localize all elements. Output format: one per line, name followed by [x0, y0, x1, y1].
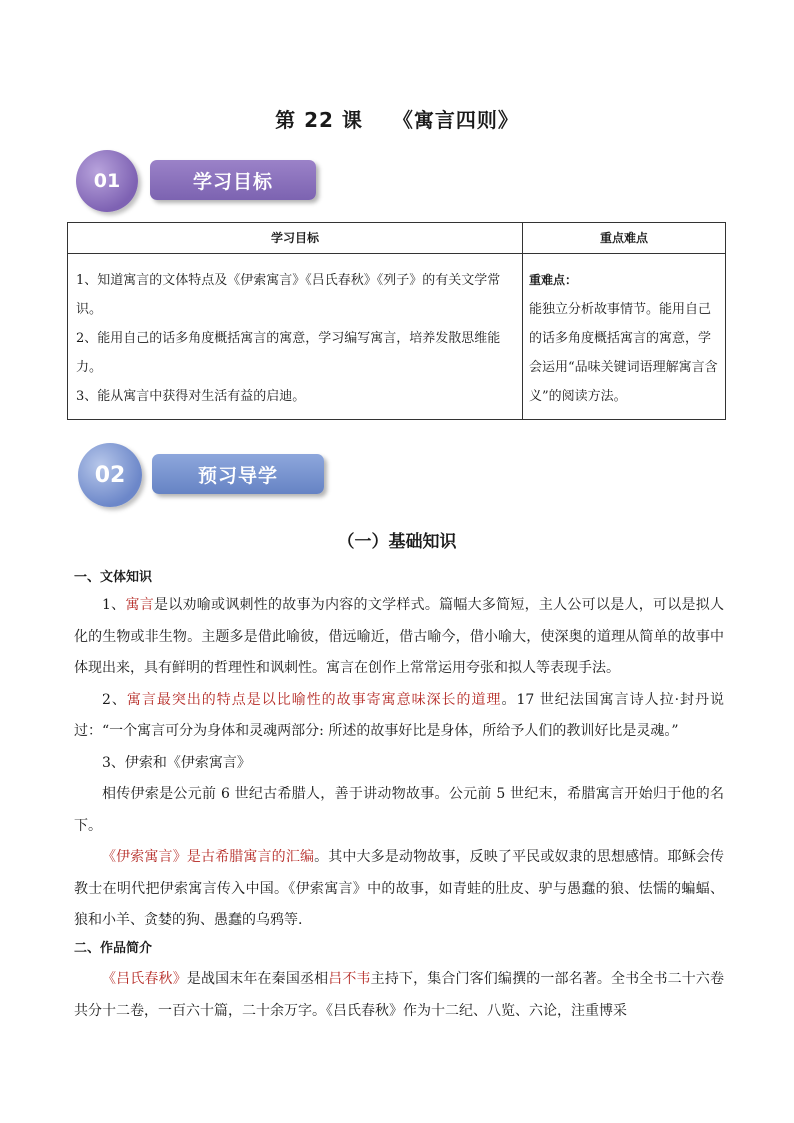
table-header-difficulty: 重点难点: [523, 223, 726, 254]
lesson-name: 《寓言四则》: [392, 108, 519, 132]
goal-item: 2、能用自己的话多角度概括寓言的寓意，学习编写寓言，培养发散思维能力。: [76, 331, 501, 375]
badge-label: 预习导学: [152, 454, 324, 494]
highlight: 寓言最突出的特点是以比喻性的故事寄寓意味深长的道理: [126, 691, 502, 708]
paragraph: 1、寓言是以劝喻或讽刺性的故事为内容的文学样式。篇幅大多简短，主人公可以是人，可以是拟人化的生物或非生物。主题多是借此喻彼，借远喻近，借古喻今，借小喻大，使深奥的道理从简单的故事中体现出来，具有鲜明的哲理性和讽刺性。寓言在创作上常常运用夸张和拟人等表现手法。: [74, 597, 724, 676]
section-badge-goals: [76, 150, 326, 212]
difficulty-text: 能独立分析故事情节。能用自己的话多角度概括寓言的寓意，学会运用“品味关键词语理解寓言含义”的阅读方法。: [529, 302, 718, 404]
section-heading: （一）基础知识: [337, 532, 457, 552]
genre-body: [74, 590, 724, 937]
difficulty-label: 重难点：: [529, 273, 578, 287]
goal-item: 3、能从寓言中获得对生活有益的启迪。: [76, 389, 306, 404]
paragraph: 《吕氏春秋》是战国末年在秦国丞相吕不韦主持下，集合门客们编撰的一部名著。全书全书二十六卷共分十二卷，一百六十篇，二十余万字。《吕氏春秋》作为十二纪、八览、六论，注重博采: [74, 971, 725, 1019]
paragraph: 2、寓言最突出的特点是以比喻性的故事寄寓意味深长的道理。17 世纪法国寓言诗人拉·封丹说过：“一个寓言可分为身体和灵魂两部分: 所述的故事好比是身体，所给予人们的教训好比是灵魂。”: [74, 691, 724, 739]
highlight: 《伊索寓言》是古希腊寓言的汇编: [102, 849, 315, 865]
badge-number: 01: [76, 150, 138, 212]
page-title: [0, 104, 794, 133]
heading-genre: 一、文体知识: [74, 570, 153, 585]
highlight: 寓言: [125, 597, 154, 613]
badge-number: 02: [78, 443, 142, 507]
paragraph: 相传伊索是公元前 6 世纪古希腊人，善于讲动物故事。公元前 5 世纪末，希腊寓言开始归于他的名下。: [74, 786, 724, 834]
paragraph: 3、伊索和《伊索寓言》: [102, 754, 251, 771]
highlight: 《吕氏春秋》: [102, 971, 187, 987]
lesson-number: 第 22 课: [275, 108, 363, 132]
badge-label: 学习目标: [150, 160, 316, 200]
difficulty-cell: [523, 254, 726, 420]
goals-cell: [68, 254, 523, 420]
heading-works: 二、作品简介: [74, 941, 153, 956]
works-body: [74, 964, 724, 1027]
highlight: 吕不韦: [328, 971, 371, 987]
goal-item: 1、知道寓言的文体特点及《伊索寓言》《吕氏春秋》《列子》的有关文学常识。: [76, 273, 501, 317]
section-badge-preview: [78, 443, 328, 505]
paragraph: 《伊索寓言》是古希腊寓言的汇编。其中大多是动物故事，反映了平民或奴隶的思想感情。耶稣会传教士在明代把伊索寓言传入中国。《伊索寓言》中的故事，如青蛙的肚皮、驴与愚蠢的狼、怯懦的蝙蝠、狼和小羊、贪婪的狗、愚蠢的乌鸦等.: [74, 849, 724, 928]
goals-table: [67, 222, 726, 420]
table-header-goals: 学习目标: [68, 223, 523, 254]
